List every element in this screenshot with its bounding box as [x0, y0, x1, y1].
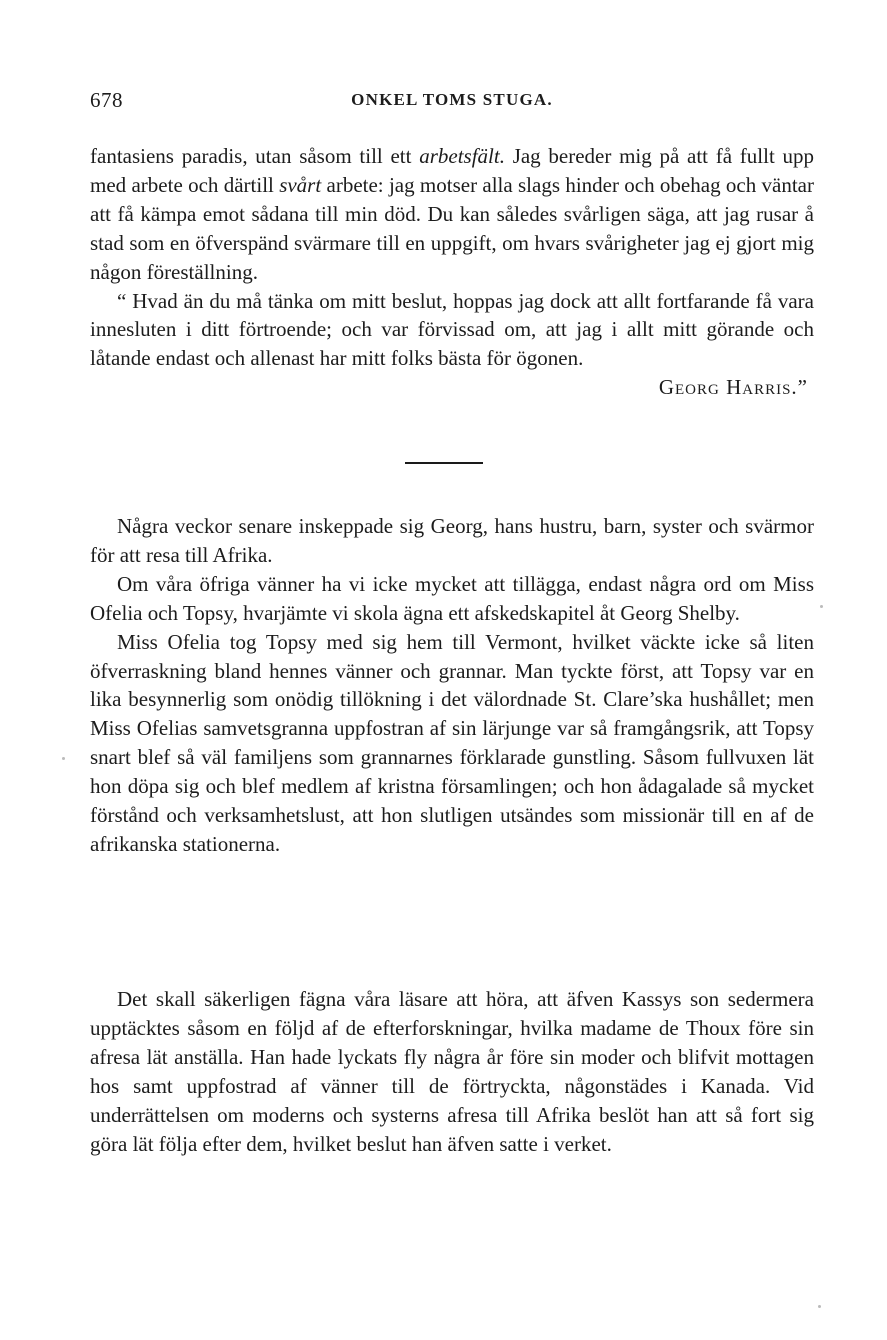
- text-span: Jag bereder mig på att få fullt upp med arbete och därtill: [90, 144, 815, 197]
- paper-speck: [818, 1305, 821, 1308]
- page-number: 678: [90, 88, 123, 112]
- emphasis-text: arbetsfält.: [419, 144, 505, 168]
- section-two: [90, 512, 814, 859]
- paper-speck: [820, 605, 823, 608]
- section-three: [90, 985, 814, 1158]
- text-span: arbete: jag motser alla slags hinder och obehag och väntar att få kämpa emot sådana till min död. Du kan således svårligen säga, att jag rusar å stad som en öfverspänd svärmare till en uppgift, om hvars svårigheter jag ej gjort mig någon föreställning.: [90, 172, 814, 284]
- paragraph: “ Hvad än du må tänka om mitt beslut, hoppas jag dock att allt fortfarande få vara innesluten i ditt förtroende; och var förvissad om, att jag i allt mitt görande och låtande endast och allenast har mitt folks bästa för ögonen.: [90, 288, 814, 371]
- paragraph: Det skall säkerligen fägna våra läsare att höra, att äfven Kassys son sedermera upptäcktes såsom en följd af de efterforskningar, hvilka madame de Thoux före sin afresa lät anställa. Han hade lyckats fly några år före sin moder och blifvit mottagen hos samt uppfostrad af vänner till de förtryckta, någonstädes i Kanada. Vid underrättelsen om moderns och systerns afresa till Afrika beslöt han att så fort sig göra lät följa efter dem, hvilket beslut han äfven satte i verket.: [90, 987, 814, 1156]
- paragraph: Några veckor senare inskeppade sig Georg, hans hustru, barn, syster och svärmor för att resa till Afrika.: [90, 514, 814, 567]
- section-divider: [405, 462, 483, 464]
- text-span: fantasiens paradis, utan såsom till ett: [90, 144, 420, 168]
- paper-speck: [62, 757, 65, 760]
- paragraph: Miss Ofelia tog Topsy med sig hem till Vermont, hvilket väckte icke så liten öfverraskning bland hennes vänner och grannar. Man tyckte först, att Topsy var en lika besynnerlig som onödig tillökning i det välordnade St. Clare’ska hushållet; men Miss Ofelias samvetsgranna uppfostran af sin lärjunge var så framgångsrik, att Topsy snart blef så väl familjens som grannarnes förklarade gunstling. Såsom fullvuxen lät hon döpa sig och blef medlem af kristna församlingen; och hon ådagalade så mycket förstånd och verksamhetslust, att hon slutligen utsändes som missionär till en af de afrikanska stationerna.: [90, 629, 814, 856]
- letter-continuation: [90, 142, 814, 402]
- running-title: ONKEL TOMS STUGA.: [351, 90, 553, 109]
- signature-text: Georg Harris.”: [658, 375, 808, 400]
- running-head: [90, 88, 814, 118]
- paragraph: Om våra öfriga vänner ha vi icke mycket att tillägga, endast några ord om Miss Ofelia och Topsy, hvarjämte vi skola ägna ett afskedskapitel åt Georg Shelby.: [90, 571, 814, 625]
- paragraph: [90, 142, 814, 287]
- emphasis-text: svårt: [279, 172, 322, 197]
- letter-signature: [90, 373, 814, 402]
